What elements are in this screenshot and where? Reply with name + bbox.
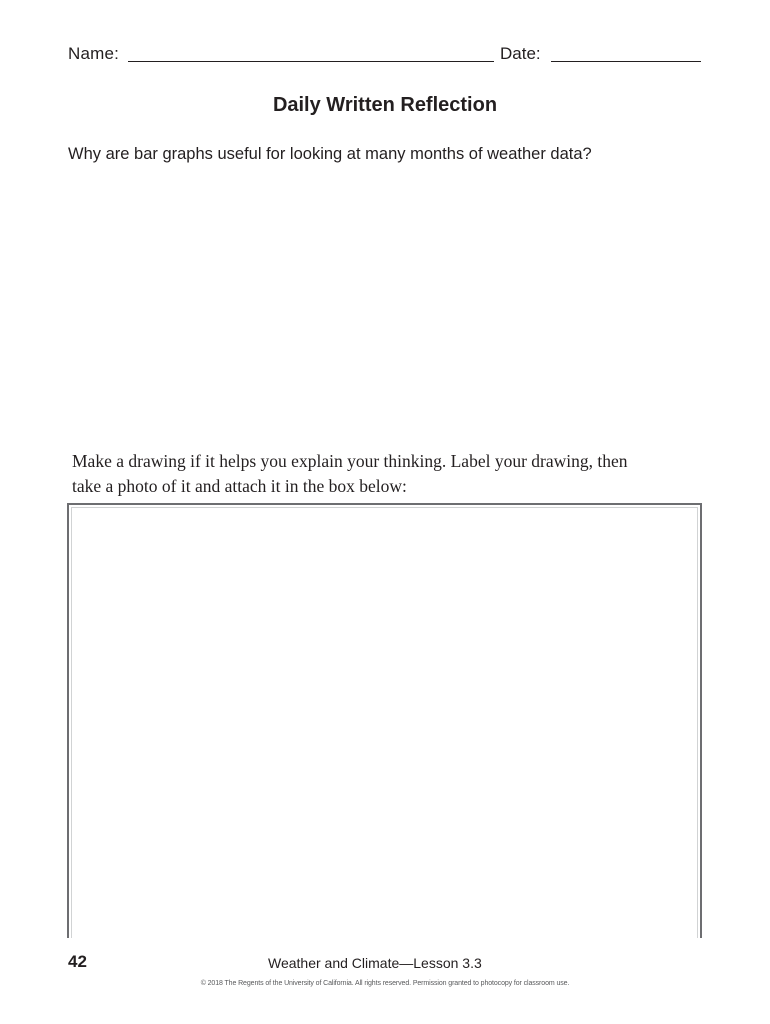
page-title: Daily Written Reflection: [272, 94, 498, 116]
drawing-box-inner-border: [71, 507, 698, 938]
instructions-line-1: Make a drawing if it helps you explain your thinking. Label your drawing, then: [72, 451, 628, 471]
reflection-question: Why are bar graphs useful for looking at many months of weather data?: [68, 145, 592, 163]
page-number: 42: [68, 952, 87, 971]
answer-area[interactable]: [68, 180, 702, 440]
name-field[interactable]: [128, 61, 494, 62]
date-field[interactable]: [551, 61, 701, 62]
instructions-line-2: take a photo of it and attach it in the box below:: [72, 476, 407, 496]
drawing-upload-box[interactable]: [67, 503, 702, 938]
name-label: Name:: [68, 44, 120, 63]
copyright-notice: © 2018 The Regents of the University of California. All rights reserved. Permission granted to photocopy for classroom use.: [200, 980, 570, 987]
drawing-instructions: [72, 449, 692, 499]
footer-lesson-title: Weather and Climate—Lesson 3.3: [268, 955, 482, 971]
header-row: [68, 42, 702, 68]
date-label: Date:: [500, 44, 541, 63]
